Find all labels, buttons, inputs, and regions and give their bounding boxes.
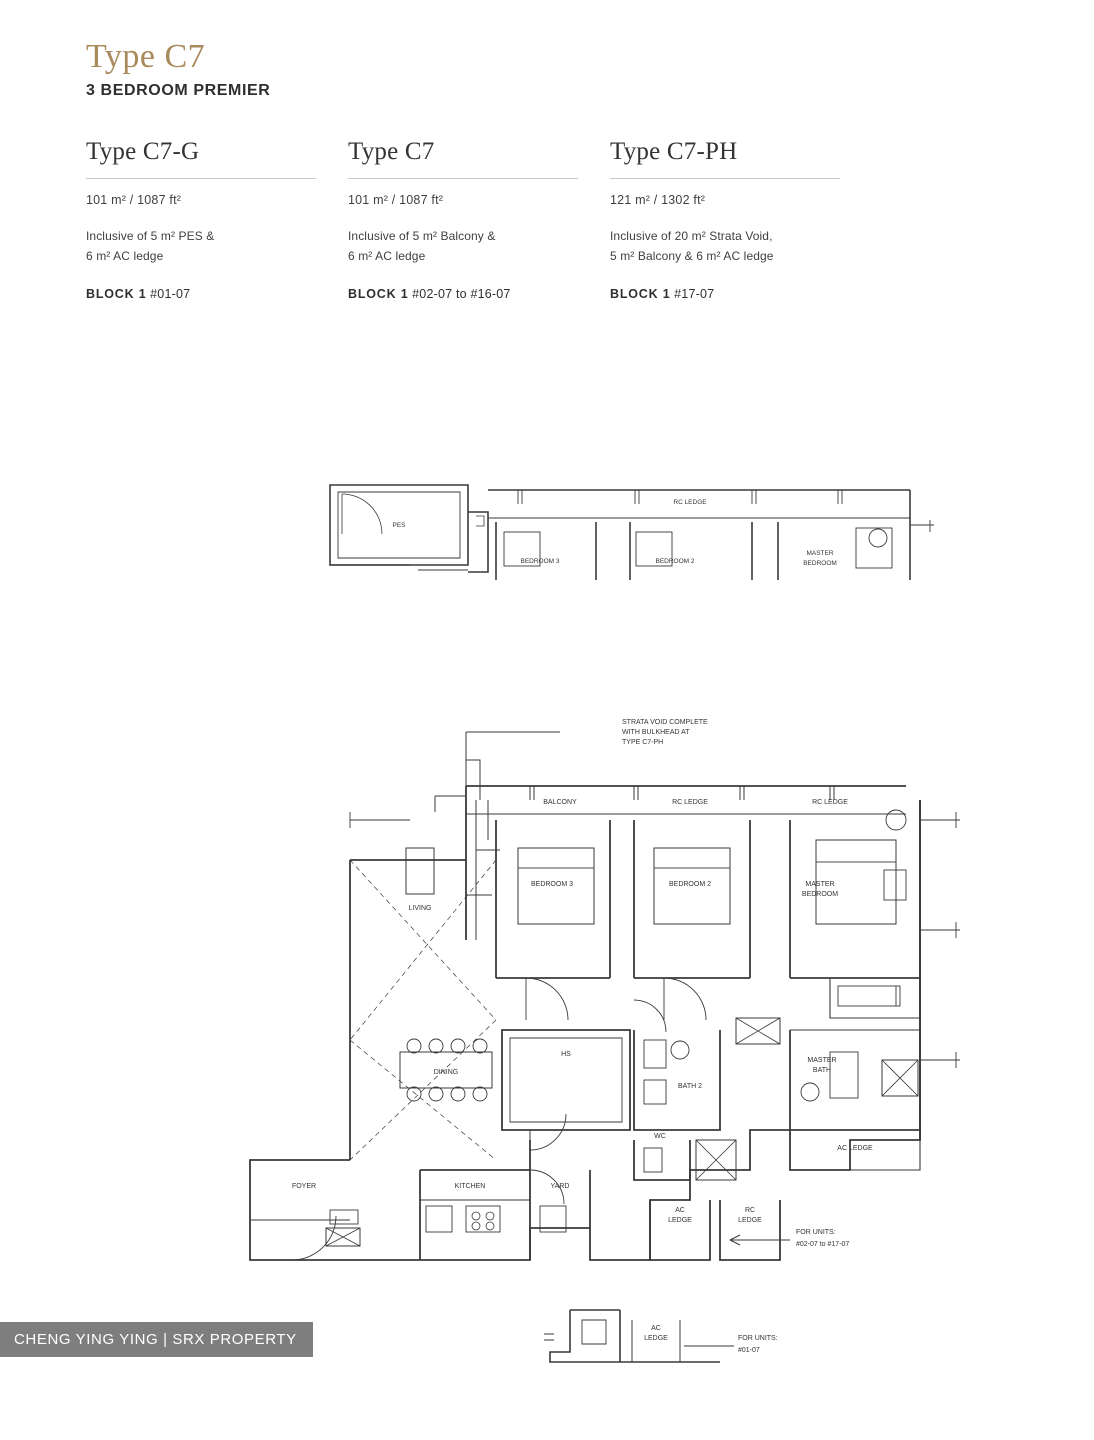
plan-main-label-rc-ledge-small-2: LEDGE [738, 1217, 762, 1224]
watermark: CHENG YING YING | SRX PROPERTY [0, 1322, 313, 1357]
plan-main-strata-note-3: TYPE C7-PH [622, 739, 664, 746]
variant-inclusive [86, 227, 351, 267]
plan-main-for-units-1: FOR UNITS: [796, 1229, 836, 1236]
floorplan-top-partial [300, 470, 980, 610]
variant-block-label: BLOCK 1 [86, 286, 147, 301]
variant-inclusive-line1: Inclusive of 5 m² Balcony & [348, 229, 496, 243]
variant-inclusive-line2: 5 m² Balcony & 6 m² AC ledge [610, 248, 774, 263]
plan-top-label-master-2: BEDROOM [803, 560, 837, 567]
variant-area: 101 m² / 1087 ft² [86, 193, 182, 207]
variant-card-c7g [86, 138, 351, 301]
plan-main-label-masterbath-1: MASTER [807, 1057, 837, 1064]
page-title: Type C7 [86, 38, 206, 75]
variant-block [348, 287, 613, 301]
plan-top-label-rc-ledge: RC LEDGE [673, 499, 707, 506]
plan-main-label-wc: WC [654, 1133, 666, 1140]
variant-inclusive [610, 227, 875, 267]
plan-main-for-units-2: #02-07 to #17-07 [796, 1241, 850, 1248]
floorplan-inset-ac-ledge [520, 1300, 840, 1380]
plan-main-label-rc-ledge-small-1: RC [744, 1207, 756, 1214]
plan-main-label-bedroom3: BEDROOM 3 [530, 881, 574, 888]
variant-card-c7ph [610, 138, 875, 301]
plan-main-label-ac-ledge-right: AC LEDGE [837, 1145, 873, 1152]
plan-main-label-hs: HS [561, 1051, 571, 1058]
variant-block-units: #17-07 [674, 286, 715, 301]
variant-divider [348, 178, 578, 179]
variant-area: 101 m² / 1087 ft² [348, 193, 444, 207]
plan-inset-label-ac-2: LEDGE [644, 1335, 668, 1342]
plan-main-strata-note-1: STRATA VOID COMPLETE [622, 719, 708, 726]
plan-inset-for-units-1: FOR UNITS: [738, 1335, 778, 1342]
page-subtitle: 3 BEDROOM PREMIER [86, 82, 271, 100]
variant-inclusive [348, 227, 613, 267]
plan-top-label-master-1: MASTER [806, 550, 834, 557]
variant-area: 121 m² / 1302 ft² [610, 193, 706, 207]
variant-divider [610, 178, 840, 179]
variant-block [86, 287, 351, 301]
variant-block-label: BLOCK 1 [610, 286, 671, 301]
plan-inset-label-ac-1: AC [651, 1325, 661, 1332]
variant-card-c7 [348, 138, 613, 301]
variant-block-units: #02-07 to #16-07 [412, 286, 511, 301]
plan-main-label-dining: DINING [433, 1069, 459, 1076]
plan-main-label-yard: YARD [550, 1183, 570, 1190]
plan-main-label-living: LIVING [408, 905, 432, 912]
variant-inclusive-line2: 6 m² AC ledge [86, 248, 164, 263]
variant-name: Type C7-PH [610, 138, 738, 165]
variant-block-units: #01-07 [150, 286, 191, 301]
variant-inclusive-line2: 6 m² AC ledge [348, 248, 426, 263]
variant-block-label: BLOCK 1 [348, 286, 409, 301]
plan-main-label-balcony: BALCONY [543, 799, 577, 806]
page-header [86, 38, 270, 100]
plan-main-label-masterbath-2: BATH [812, 1067, 832, 1074]
plan-main-label-rc-ledge-mid: RC LEDGE [672, 799, 708, 806]
plan-main-label-ac-ledge-1: AC [675, 1207, 685, 1214]
plan-inset-for-units-2: #01-07 [738, 1347, 760, 1354]
variant-divider [86, 178, 316, 179]
plan-main-label-master-1: MASTER [805, 881, 835, 888]
plan-main-label-rc-ledge-right: RC LEDGE [812, 799, 848, 806]
plan-main-label-kitchen: KITCHEN [454, 1183, 486, 1190]
plan-main-label-foyer: FOYER [291, 1183, 317, 1190]
floorplan-main [230, 700, 1030, 1300]
plan-main-label-ac-ledge-2: LEDGE [668, 1217, 692, 1224]
variant-inclusive-line1: Inclusive of 5 m² PES & [86, 229, 215, 243]
plan-main-label-bath2: BATH 2 [678, 1083, 702, 1090]
plan-main-label-bedroom2: BEDROOM 2 [668, 881, 712, 888]
variant-inclusive-line1: Inclusive of 20 m² Strata Void, [610, 229, 773, 243]
plan-main-strata-note-2: WITH BULKHEAD AT [622, 729, 690, 736]
plan-top-label-pes: PES [392, 522, 406, 529]
plan-top-label-bedroom2: BEDROOM 2 [655, 558, 695, 565]
plan-main-label-master-2: BEDROOM [801, 891, 839, 898]
plan-top-label-bedroom3: BEDROOM 3 [520, 558, 560, 565]
variant-name: Type C7 [348, 138, 435, 165]
variant-name: Type C7-G [86, 138, 200, 165]
variant-block [610, 287, 875, 301]
